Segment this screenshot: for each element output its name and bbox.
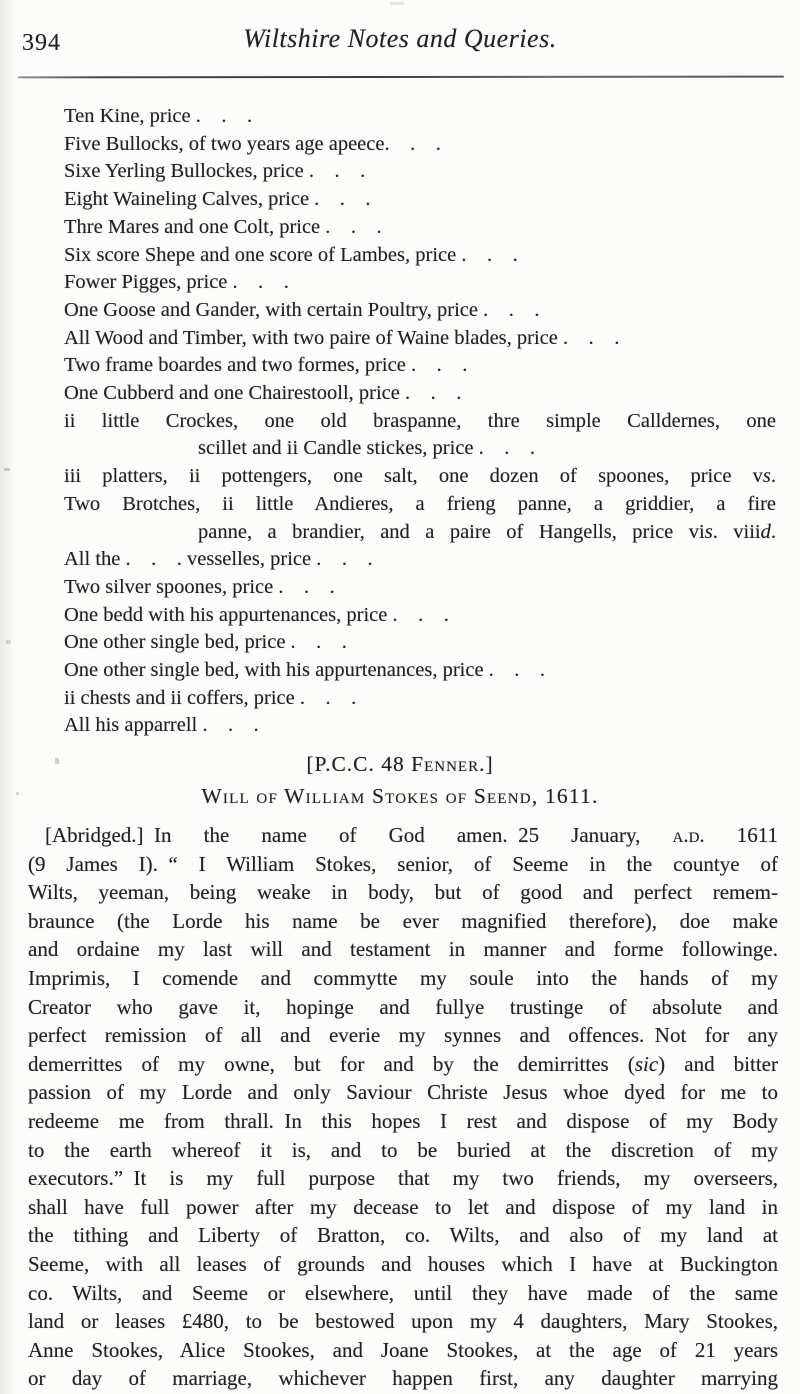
will-text-line [28,907,778,936]
text-segment: passion of my Lorde and only Saviour Christe Jesus whoe dyed for me to [28,1080,778,1105]
will-text-line [28,850,778,879]
inventory-line [64,352,776,380]
inventory-line [64,463,776,491]
will-text-line [28,1250,778,1279]
will-text-line [28,1279,778,1308]
text-segment: Anne Stookes, Alice Stookes, and Joane Stookes, at the age of 21 years [28,1337,778,1362]
text-segment: panne, a brandier, and a paire of Hangells, price vi [198,520,705,543]
text-segment: shall have full power after my decease to let and dispose of my land in [28,1194,778,1219]
text-segment: Will of William Stokes of Seend, 1611. [201,784,599,808]
text-segment: One Goose and Gander, with certain Poultry, price . . . [64,298,540,321]
text-segment: executors.” It is my full purpose that my two friends, my overseers, [28,1166,778,1191]
journal-title: Wiltshire Notes and Queries. [243,24,557,53]
scan-speck [6,640,11,644]
inventory-line [64,519,776,547]
scan-speck [4,468,10,471]
will-text-line [28,1164,778,1193]
text-segment: Five Bullocks, of two years age apeece. . . [64,132,441,155]
inventory-line [64,491,776,519]
inventory-line [64,269,776,297]
will-text-line [28,993,778,1022]
text-segment: Ten Kine, price . . . [64,105,253,127]
will-heading [25,784,775,809]
will-text-line [28,1221,778,1250]
inventory-line [64,325,776,353]
text-segment: Eight Waineling Calves, price . . . [64,188,371,211]
text-segment: land or leases £480, to be bestowed upon my 4 daughters, Mary Stookes, [28,1309,778,1334]
text-segment: perfect remission of all and everie my synnes and offences. Not for any [28,1023,778,1048]
inventory-line [64,657,776,685]
text-segment: Seeme, with all leases of grounds and houses which I have at Buckington [28,1251,778,1276]
text-segment: to the earth whereof it is, and to be buried at the discretion of my [28,1137,778,1162]
inventory-line [64,103,776,131]
text-segment: Fenner [411,752,480,776]
text-segment: or day of marriage, whichever happen first, any daughter marrying [28,1366,778,1391]
text-segment: .] [479,752,494,776]
text-segment: braunce (the Lorde his name be ever magnified therefore), doe make [28,908,778,933]
text-segment: One other single bed, with his appurtenances, price . . . [64,659,546,682]
will-text-line [28,1193,778,1222]
will-text-line [28,878,778,907]
text-segment: sic [634,1051,659,1076]
text-segment: Imprimis, I comende and commytte my soule into the hands of my [28,965,778,990]
text-segment: s [704,520,713,543]
text-segment: . viii [712,520,761,543]
will-text [28,821,778,1393]
probate-citation [25,752,775,777]
text-segment: Thre Mares and one Colt, price . . . [64,215,382,238]
text-segment: Fower Pigges, price . . . [64,271,289,294]
header-rule [18,76,784,79]
inventory-line [64,242,776,270]
text-segment: co. Wilts, and Seeme or elsewhere, until they have made of the same [28,1280,778,1305]
text-segment: . [770,465,776,488]
text-segment: scillet and ii Candle stickes, price . . . [198,437,536,460]
inventory-line [64,712,776,740]
text-segment: s [762,465,771,488]
inventory-line [64,214,776,242]
inventory-line [64,408,776,436]
page-number: 394 [22,30,61,56]
inventory-line [64,131,776,159]
text-segment: [P.C.C. 48 [306,752,412,776]
will-text-line [28,935,778,964]
will-text-line [28,1307,778,1336]
text-segment: d [760,520,771,543]
text-segment: All Wood and Timber, with two paire of Waine blades, price . . . [64,326,620,349]
text-segment: All the . . . vesselles, price . . . [64,548,373,571]
text-segment: All his apparrell . . . [64,714,259,737]
text-segment: Two silver spoones, price . . . [64,575,335,598]
text-segment: One Cubberd and one Chairestooll, price . . . [64,382,462,405]
text-segment: and ordaine my last will and testament in manner and forme followinge. [28,937,778,962]
inventory-line [64,685,776,713]
will-text-line [28,821,778,850]
scan-speck [16,792,19,795]
will-text-line [28,1021,778,1050]
text-segment: demerrittes of my owne, but for and by the demirrittes ( [28,1051,635,1076]
inventory-line [64,380,776,408]
text-segment: ii little Crockes, one old braspanne, thre simple Calldernes, one [64,409,776,432]
text-segment: Six score Shepe and one score of Lambes, price . . . [64,243,518,266]
inventory-list [64,103,776,740]
text-segment: Two frame boardes and two formes, price . . . [64,354,468,377]
text-segment: ) and bitter [658,1051,778,1076]
will-text-line [28,1136,778,1165]
inventory-line [64,435,776,463]
text-segment: Sixe Yerling Bullockes, price . . . [64,160,366,183]
inventory-line [64,602,776,630]
text-segment: Two Brotches, ii little Andieres, a frieng panne, a griddier, a fire [64,492,776,515]
text-segment: iii platters, ii pottengers, one salt, one dozen of spoones, price v [64,465,763,488]
text-segment: 1611 [704,823,778,847]
text-segment: Wilts, yeeman, being weake in body, but of good and perfect remem- [28,880,778,905]
text-segment: [Abridged.] In the name of God amen. 25 January, [45,823,673,847]
text-segment: One other single bed, price . . . [64,631,347,654]
will-text-line [28,1336,778,1365]
scan-speck [390,2,404,5]
inventory-line [64,297,776,325]
text-segment: redeeme me from thrall. In this hopes I rest and dispose of my Body [28,1108,778,1133]
will-text-line [28,1364,778,1393]
text-segment: Creator who gave it, hopinge and fullye trustinge of absolute and [28,994,778,1019]
inventory-line [64,546,776,574]
inventory-line [64,629,776,657]
text-segment: (9 James I). “ I William Stokes, senior, of Seeme in the countye of [28,851,778,876]
will-text-line [28,1050,778,1079]
inventory-line [64,574,776,602]
inventory-line [64,158,776,186]
will-text-line [28,1107,778,1136]
text-segment: the tithing and Liberty of Bratton, co. Wilts, and also of my land at [28,1223,778,1248]
text-segment: ii chests and ii coffers, price . . . [64,686,357,709]
text-segment: . [770,520,776,543]
will-text-line [28,964,778,993]
text-segment: a.d. [672,823,705,847]
will-text-line [28,1078,778,1107]
inventory-line [64,186,776,214]
text-segment: One bedd with his appurtenances, price . . . [64,603,449,626]
